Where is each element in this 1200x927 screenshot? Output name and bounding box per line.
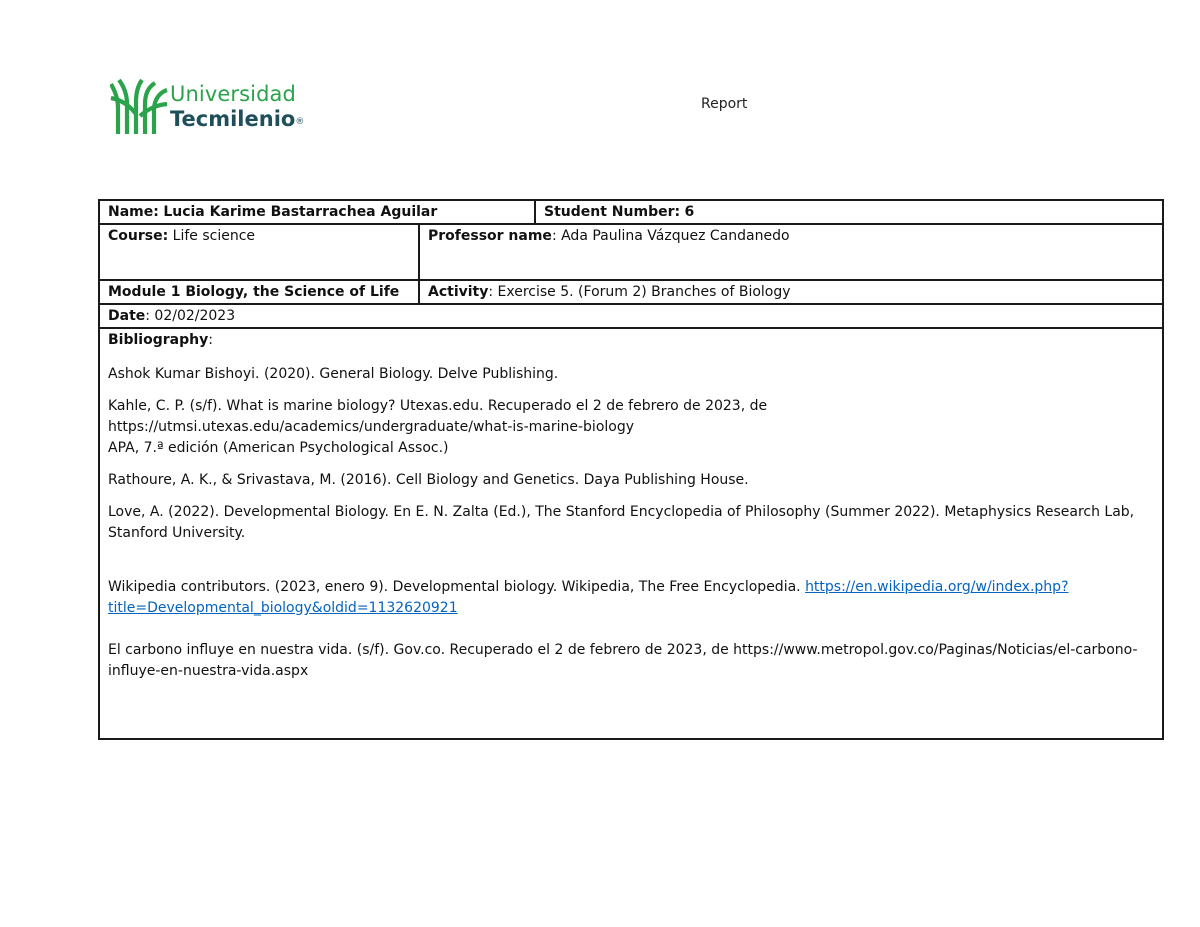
registered-mark: ® — [295, 117, 305, 127]
bibliography-heading — [108, 330, 1154, 351]
bibliography-entry: Ashok Kumar Bishoyi. (2020). General Biology. Delve Publishing. — [108, 366, 559, 382]
date-value: : 02/02/2023 — [145, 308, 236, 324]
university-logo-mark — [110, 78, 170, 136]
module-cell: Module 1 Biology, the Science of Life — [99, 280, 419, 304]
student-number-value: 6 — [684, 204, 695, 220]
bibliography-entry: Rathoure, A. K., & Srivastava, M. (2016). Cell Biology and Genetics. Daya Publishing House. — [108, 472, 749, 488]
name-cell — [99, 200, 535, 224]
table-row — [99, 328, 1163, 739]
wikipedia-link[interactable]: https://en.wikipedia.org/w/index.php?title=Developmental_biology&oldid=1132620921 — [108, 579, 1069, 616]
logo-tecmilenio-text — [170, 106, 304, 135]
table-row — [99, 304, 1163, 328]
activity-value: : Exercise 5. (Forum 2) Branches of Biology — [488, 284, 791, 300]
date-cell — [99, 304, 1163, 328]
bibliography-entry — [108, 396, 1154, 459]
ref2-line2: https://utmsi.utexas.edu/academics/undergraduate/what-is-marine-biology — [108, 419, 635, 435]
logo-tecmilenio-word: Tecmilenio — [170, 107, 296, 131]
date-label: Date — [108, 308, 146, 324]
bibliography-entry: Love, A. (2022). Developmental Biology. En E. N. Zalta (Ed.), The Stanford Encyclopedia of Philosophy (Summer 2022). Metaphysics Research Lab, Stanford University. — [108, 504, 1135, 541]
university-logo-text — [170, 82, 304, 135]
professor-cell — [419, 224, 1163, 280]
student-number-cell — [535, 200, 1163, 224]
bibliography-entry — [108, 577, 1154, 619]
activity-cell — [419, 280, 1163, 304]
bibliography-cell — [99, 328, 1163, 739]
table-row — [99, 200, 1163, 224]
logo-universidad-text: Universidad — [170, 82, 296, 106]
header-report-label: Report — [701, 96, 748, 112]
activity-label: Activity — [428, 284, 489, 300]
ref2-line3: APA, 7.ª edición (American Psychological Assoc.) — [108, 440, 449, 456]
professor-label: Professor name — [428, 228, 552, 244]
professor-value: : Ada Paulina Vázquez Candanedo — [551, 228, 790, 244]
table-row — [99, 224, 1163, 280]
ref5-text: Wikipedia contributors. (2023, enero 9). Developmental biology. Wikipedia, The Free Encyclopedia. — [108, 579, 806, 595]
course-cell — [99, 224, 419, 280]
student-number-label: Student Number: — [544, 204, 681, 220]
table-row — [99, 280, 1163, 304]
ref2-line1: Kahle, C. P. (s/f). What is marine biology? Utexas.edu. Recuperado el 2 de febrero de 2023, de — [108, 398, 768, 414]
bibliography-label: Bibliography — [108, 332, 209, 348]
bibliography-entry: El carbono influye en nuestra vida. (s/f). Gov.co. Recuperado el 2 de febrero de 2023, de https://www.metropol.gov.co/Paginas/Noticias/el-carbono-influye-en-nuestra-vida.aspx — [108, 642, 1138, 679]
student-info-table — [98, 199, 1164, 740]
course-value: Life science — [172, 228, 256, 244]
bibliography-colon: : — [208, 332, 213, 348]
name-label: Name: — [108, 204, 159, 220]
name-value: Lucia Karime Bastarrachea Aguilar — [163, 204, 438, 220]
course-label: Course: — [108, 228, 169, 244]
